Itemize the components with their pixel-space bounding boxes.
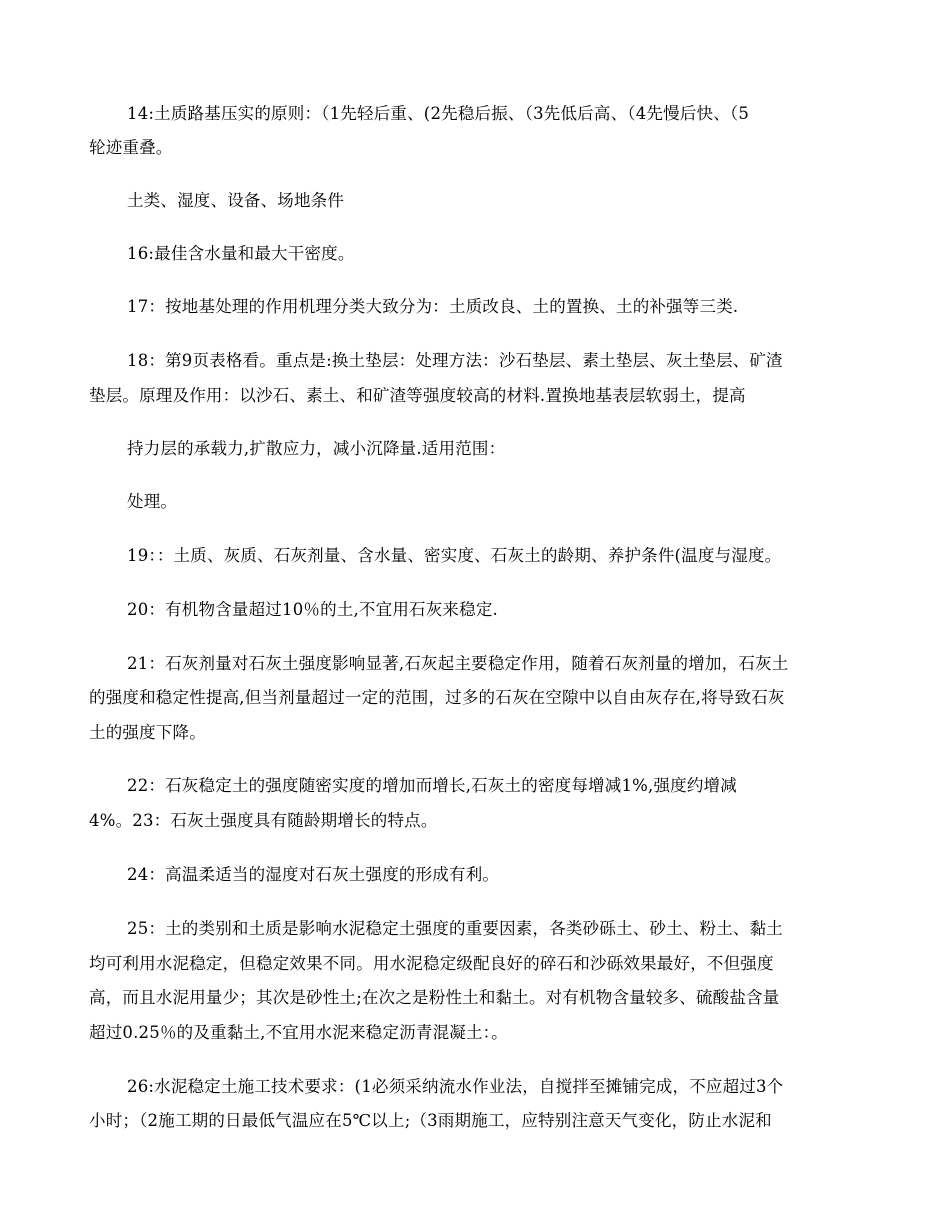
text-line: 20：有机物含量超过10％的土,不宜用石灰来稳定. bbox=[127, 600, 498, 619]
text-line: 均可利用水泥稳定，但稳定效果不同。用水泥稳定级配良好的碎石和沙砾效果最好，不但强度 bbox=[89, 954, 774, 973]
text-line: 的强度和稳定性提高,但当剂量超过一定的范围，过多的石灰在空隙中以自由灰存在,将导致石灰 bbox=[89, 688, 785, 707]
text-line: 轮迹重叠。 bbox=[89, 138, 173, 157]
text-line: 小时；（2施工期的日最低气温应在5℃以上;（3雨期施工，应特别注意天气变化，防止水泥和 bbox=[89, 1111, 772, 1130]
text-line: 高，而且水泥用量少；其次是砂性土;在次之是粉性土和黏土。对有机物含量较多、硫酸盐含量 bbox=[89, 988, 780, 1007]
text-line: 垫层。原理及作用：以沙石、素土、和矿渣等强度较高的材料.置换地基表层软弱土，提高 bbox=[89, 386, 746, 405]
text-line: 22：石灰稳定土的强度随密实度的增加而增长,石灰土的密度每增减1%,强度约增减 bbox=[127, 776, 737, 795]
text-line: 24：高温柔适当的湿度对石灰土强度的形成有利。 bbox=[127, 865, 500, 884]
text-line: 17：按地基处理的作用机理分类大致分为：土质改良、土的置换、土的补强等三类. bbox=[127, 297, 739, 316]
text-line: 土类、湿度、设备、场地条件 bbox=[127, 191, 345, 210]
text-line: 4%。23：石灰土强度具有随龄期增长的特点。 bbox=[89, 811, 438, 830]
text-line: 21：石灰剂量对石灰土强度影响显著,石灰起主要稳定作用，随着石灰剂量的增加，石灰土 bbox=[127, 654, 789, 673]
text-line: 19：：土质、灰质、石灰剂量、含水量、密实度、石灰土的龄期、养护条件(温度与湿度。 bbox=[127, 546, 782, 565]
text-line: 26:水泥稳定土施工技术要求：(1必须采纳流水作业法，自搅拌至摊铺完成，不应超过3个 bbox=[127, 1077, 784, 1096]
text-line: 18：第9页表格看。重点是:换土垫层：处理方法：沙石垫层、素土垫层、灰土垫层、矿渣 bbox=[127, 351, 783, 370]
text-line: 土的强度下降。 bbox=[89, 723, 206, 742]
text-line: 处理。 bbox=[127, 492, 178, 511]
text-line: 超过0.25％的及重黏土,不宜用水泥来稳定沥青混凝土：。 bbox=[89, 1023, 508, 1042]
text-line: 16:最佳含水量和最大干密度。 bbox=[127, 244, 355, 263]
text-line: 持力层的承载力,扩散应力，减小沉降量.适用范围： bbox=[127, 439, 506, 458]
text-line: 14:土质路基压实的原则：（1先轻后重、(2先稳后振、（3先低后高、（4先慢后快、（5 bbox=[127, 104, 750, 123]
text-line: 25：土的类别和土质是影响水泥稳定土强度的重要因素，各类砂砾土、砂土、粉土、黏土 bbox=[127, 919, 783, 938]
